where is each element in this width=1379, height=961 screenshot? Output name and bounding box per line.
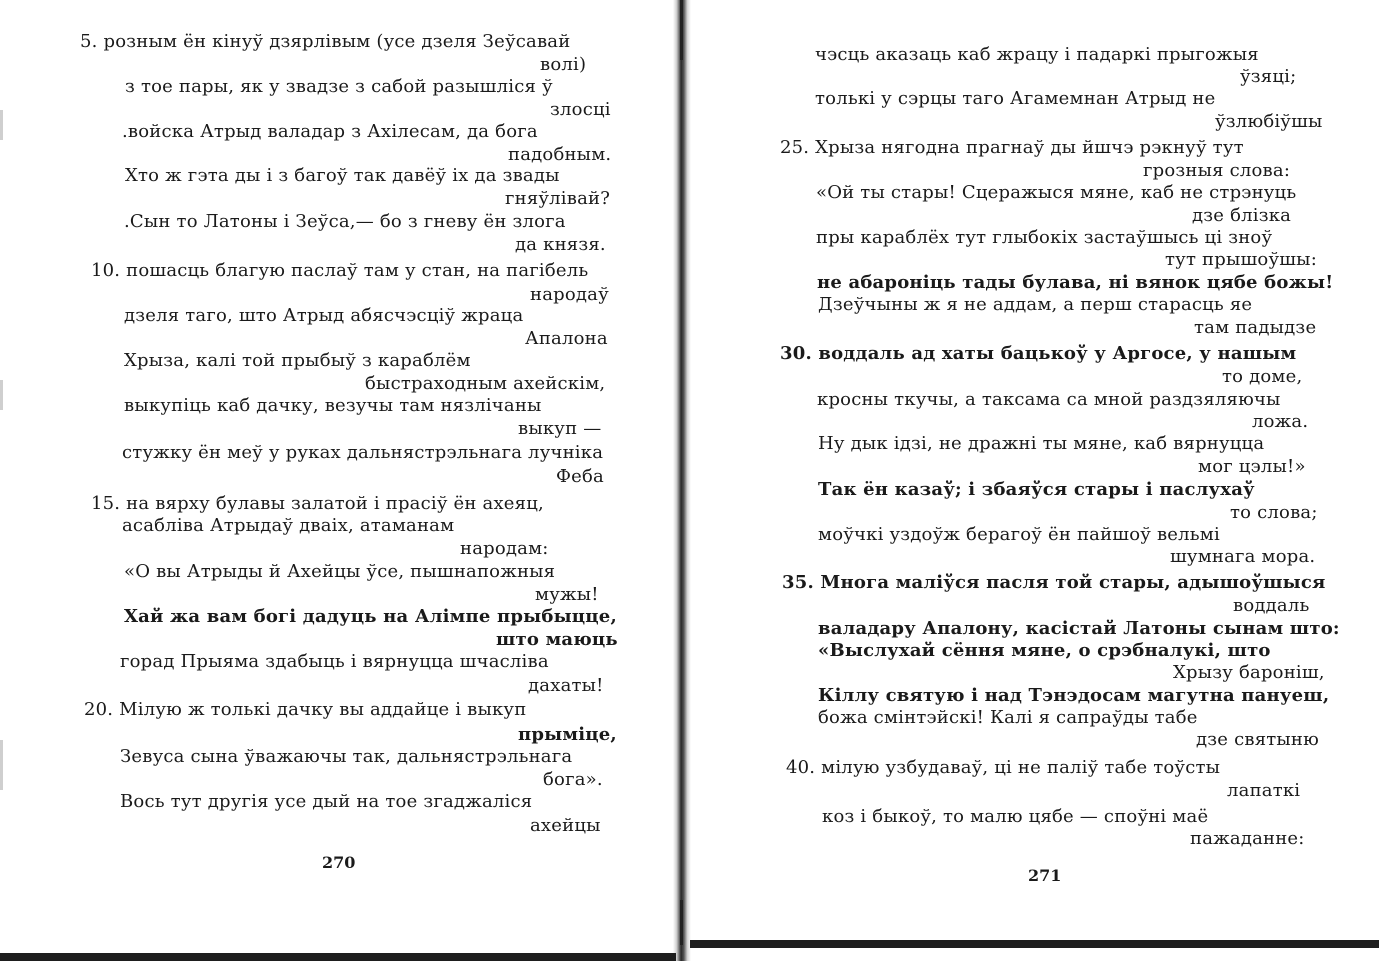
- verse-line: дзеля таго, што Атрыд абясчэсціў жраца: [124, 305, 524, 326]
- verse-line: выкупіць каб дачку, везучы там нязлічаны: [124, 395, 542, 416]
- verse-line: божа смінтэйскі! Калі я сапраўды табе: [818, 707, 1198, 728]
- verse-line: мужы!: [535, 584, 599, 605]
- verse-line: моўчкі уздоўж берагоў ён пайшоў вельмі: [818, 524, 1220, 545]
- verse-line: коз і быкоў, то малю цябе — споўні маё: [822, 806, 1209, 827]
- verse-line: тут прышоўшы:: [1165, 249, 1317, 270]
- verse-line: «Выслухай сёння мяне, о срэбналукі, што: [818, 640, 1271, 661]
- spine-shadow: [680, 0, 683, 60]
- verse-line: асаблiва Атрыдаў дваіх, атаманам: [122, 515, 455, 536]
- verse-line: 20. Мілую ж толькі дачку вы аддайце і выкуп: [84, 699, 527, 720]
- verse-line: 10. пошасць благую паслаў там у стан, на пагібель: [91, 260, 589, 281]
- verse-line: ўзяці;: [1240, 66, 1297, 87]
- verse-line: гняўлівай?: [505, 188, 611, 209]
- verse-line: з тое пары, як у звадзе з сабой разышліся ў: [125, 76, 553, 97]
- verse-line: Вось тут другія усе дый на тое згаджаліся: [120, 791, 533, 812]
- verse-line: народам:: [460, 538, 549, 559]
- verse-line: пажаданне:: [1190, 828, 1305, 849]
- page-number: 271: [1028, 866, 1062, 885]
- verse-line: Хрызу бароніш,: [1173, 662, 1325, 683]
- verse-line: Хрыза, калі той прыбыў з караблём: [124, 350, 471, 371]
- verse-line: ложа.: [1252, 411, 1309, 432]
- verse-line: народаў: [530, 284, 609, 305]
- verse-line: чэсць аказаць каб жрацу і падаркі прыгожыя: [815, 44, 1259, 65]
- verse-line: быстраходным ахейскім,: [365, 373, 606, 394]
- verse-line: Так ён казаў; і збаяўся стары і паслухаў: [818, 479, 1255, 500]
- verse-line: што маюць: [496, 629, 618, 650]
- verse-line: то слова;: [1230, 502, 1318, 523]
- verse-line: «О вы Атрыды й Ахейцы ўсе, пышнапожныя: [124, 561, 556, 582]
- verse-line: Хай жа вам богі дадуць на Алімпе прыбыцце,: [124, 606, 617, 627]
- page-number: 270: [322, 853, 356, 872]
- verse-line: валадару Апалону, касістай Латоны сынам што:: [818, 618, 1340, 639]
- verse-line: 35. Многа маліўся пасля той стары, адышоўшыся: [782, 572, 1326, 593]
- spine-shadow: [680, 900, 683, 945]
- verse-line: кросны ткучы, а таксама са мной раздзяляючы: [817, 389, 1281, 410]
- verse-line: горад Прыяма здабыць і вярнуцца шчаслівa: [120, 651, 549, 672]
- verse-line: шумнага мора.: [1170, 546, 1316, 567]
- verse-line: грозныя слова:: [1143, 160, 1291, 181]
- verse-line: дзе святыню: [1196, 729, 1319, 750]
- verse-line: волі): [540, 54, 587, 75]
- verse-line: 25. Хрыза нягодна прагнаў ды йшчэ рэкнуў тут: [780, 137, 1244, 158]
- verse-line: Хто ж гэта ды і з багоў так давёў іх да звады: [125, 165, 560, 186]
- verse-line: там падыдзе: [1194, 317, 1317, 338]
- verse-line: ўзлюбіўшы: [1215, 111, 1323, 132]
- verse-line: толькі у сэрцы таго Агамемнан Атрыд не: [815, 88, 1216, 109]
- verse-line: стужку ён меў у руках дальнястрэльнага лучніка: [122, 442, 604, 463]
- verse-line: Кіллу святую і над Тэнэдосам магутна пануеш,: [818, 685, 1330, 706]
- verse-line: 30. воддаль ад хаты бацькоў у Аргосе, у нашым: [780, 343, 1297, 364]
- verse-line: прыміце,: [518, 724, 617, 745]
- verse-line: дзе блізка: [1192, 205, 1292, 226]
- verse-line: лапаткі: [1227, 780, 1301, 801]
- verse-line: выкуп —: [518, 418, 602, 439]
- verse-line: то доме,: [1222, 366, 1303, 387]
- verse-line: да князя.: [515, 234, 606, 255]
- verse-line: Апалона: [525, 328, 608, 349]
- verse-line: Ну дык ідзі, не дражні ты мяне, каб вярнуцца: [818, 433, 1265, 454]
- verse-line: Феба: [556, 466, 604, 487]
- verse-line: пры караблёх тут глыбокіх застаўшысь ці зноў: [816, 227, 1273, 248]
- verse-line: 5. розным ён кінуў дзярлівым (усе дзеля Зеўсавай: [80, 31, 571, 52]
- left-page: [0, 0, 676, 961]
- verse-line: Дзеўчыны ж я не аддам, а перш старасць яе: [818, 294, 1253, 315]
- verse-line: 40. мілую узбудаваў, ці не паліў табе тоўсты: [786, 757, 1221, 778]
- verse-line: .Сын то Латоны і Зеўса,— бо з гневу ён злога: [124, 211, 566, 232]
- verse-line: воддаль: [1233, 595, 1310, 616]
- right-page: [690, 0, 1379, 961]
- verse-line: злосці: [550, 99, 611, 120]
- verse-line: ахейцы: [530, 815, 601, 836]
- verse-line: Зевуса сына ўважаючы так, дальнястрэльнага: [120, 746, 573, 767]
- verse-line: «Ой ты стары! Сцеражыся мяне, каб не стрэнуць: [816, 182, 1297, 203]
- verse-line: .войска Атрыд валадар з Ахілесам, да бога: [122, 121, 538, 142]
- verse-line: мог цэлы!»: [1198, 456, 1306, 477]
- verse-line: бога».: [543, 769, 603, 790]
- verse-line: дахаты!: [528, 675, 604, 696]
- verse-line: не абароніць тады булава, ні вянок цябе божы!: [817, 272, 1334, 293]
- verse-line: падобным.: [508, 144, 612, 165]
- verse-line: 15. на вярху булавы залатой і прасіў ён ахеяц,: [91, 493, 544, 514]
